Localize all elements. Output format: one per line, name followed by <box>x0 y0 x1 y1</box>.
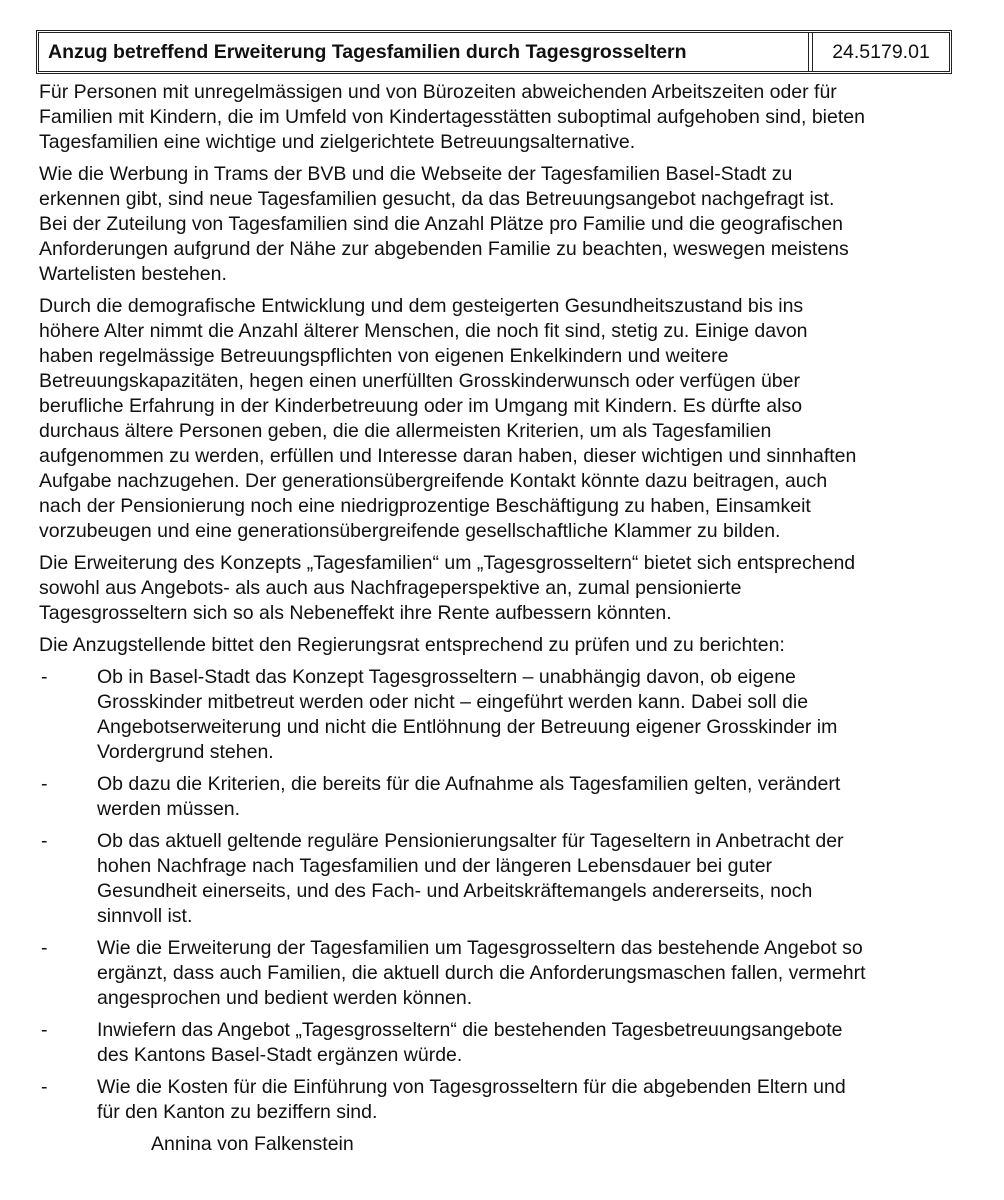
text-line: aufgenommen zu werden, erfüllen und Interesse daran haben, dieser wichtigen und sinnhaften <box>39 445 857 467</box>
text-line: hohen Nachfrage nach Tagesfamilien und der längeren Lebensdauer bei guter <box>97 855 773 877</box>
text-line: Tagesgrosseltern sich so als Nebeneffekt ihre Rente aufbessern könnten. <box>39 602 672 624</box>
request-list <box>39 665 969 1125</box>
document-number: 24.5179.01 <box>812 33 949 71</box>
text-line: nach der Pensionierung noch eine niedrigprozentige Beschäftigung zu haben, Einsamkeit <box>39 495 811 517</box>
bullet-dash: - <box>41 937 48 959</box>
text-line: Ob das aktuell geltende reguläre Pensionierungsalter für Tageseltern in Anbetracht der <box>97 830 844 852</box>
text-line: Anforderungen aufgrund der Nähe zur abgebenden Familie zu beachten, weswegen meistens <box>39 238 849 260</box>
text-line: Tagesfamilien eine wichtige und zielgerichtete Betreuungsalternative. <box>39 131 636 153</box>
text-line: erkennen gibt, sind neue Tagesfamilien gesucht, da das Betreuungsangebot nachgefragt ist. <box>39 188 835 210</box>
list-item <box>39 936 969 1011</box>
text-line: haben regelmässige Betreuungspflichten von eigenen Enkelkindern und weitere <box>39 345 729 367</box>
text-line: ergänzt, dass auch Familien, die aktuell durch die Anforderungsmaschen fallen, vermehrt <box>97 962 866 984</box>
bullet-dash: - <box>41 666 48 688</box>
text-line: höhere Alter nimmt die Anzahl älterer Menschen, die noch fit sind, stetig zu. Einige davon <box>39 320 808 342</box>
text-line: Ob in Basel-Stadt das Konzept Tagesgrosseltern – unabhängig davon, ob eigene <box>97 666 796 688</box>
text-line: werden müssen. <box>97 798 241 820</box>
document-header <box>38 32 950 72</box>
bullet-dash: - <box>41 1019 48 1041</box>
text-line: sowohl aus Angebots- als auch aus Nachfrageperspektive an, zumal pensionierte <box>39 577 742 599</box>
paragraph-werbung <box>39 162 969 287</box>
text-line: angesprochen und bedient werden können. <box>97 987 473 1009</box>
text-line: Wie die Erweiterung der Tagesfamilien um Tagesgrosseltern das bestehende Angebot so <box>97 937 863 959</box>
text-line: Wartelisten bestehen. <box>39 263 227 285</box>
text-line: Gesundheit einerseits, und des Fach- und Arbeitskräftemangels andererseits, noch <box>97 880 813 902</box>
text-line: Bei der Zuteilung von Tagesfamilien sind die Anzahl Plätze pro Familie und die geografischen <box>39 213 843 235</box>
list-item <box>39 829 969 929</box>
text-line: Ob dazu die Kriterien, die bereits für die Aufnahme als Tagesfamilien gelten, verändert <box>97 773 841 795</box>
list-item <box>39 1018 969 1068</box>
text-line: Wie die Werbung in Trams der BVB und die Webseite der Tagesfamilien Basel-Stadt zu <box>39 163 793 185</box>
paragraph-auftrag <box>39 633 969 658</box>
text-line: Die Erweiterung des Konzepts „Tagesfamilien“ um „Tagesgrosseltern“ bietet sich entsprechend <box>39 552 856 574</box>
bullet-dash: - <box>41 830 48 852</box>
text-line: Grosskinder mitbetreut werden oder nicht – eingeführt werden kann. Dabei soll die <box>97 691 809 713</box>
text-line: Wie die Kosten für die Einführung von Tagesgrosseltern für die abgebenden Eltern und <box>97 1076 846 1098</box>
bullet-dash: - <box>41 1076 48 1098</box>
bullet-dash: - <box>41 773 48 795</box>
text-line: des Kantons Basel-Stadt ergänzen würde. <box>97 1044 463 1066</box>
text-line: berufliche Erfahrung in der Kinderbetreuung oder im Umgang mit Kindern. Es dürfte also <box>39 395 803 417</box>
text-line: durchaus ältere Personen geben, die die allermeisten Kriterien, um als Tagesfamilien <box>39 420 772 442</box>
list-item <box>39 665 969 765</box>
text-line: Angebotserweiterung und nicht die Entlöhnung der Betreuung eigener Grosskinder im <box>97 716 838 738</box>
document-body <box>39 80 969 1157</box>
text-line: Für Personen mit unregelmässigen und von Bürozeiten abweichenden Arbeitszeiten oder für <box>39 81 837 103</box>
paragraph-erweiterung <box>39 551 969 626</box>
text-line: Aufgabe nachzugehen. Der generationsübergreifende Kontakt könnte dazu beitragen, auch <box>39 470 828 492</box>
text-line: Betreuungskapazitäten, hegen einen unerfüllten Grosskinderwunsch oder verfügen über <box>39 370 800 392</box>
text-line: Familien mit Kindern, die im Umfeld von Kindertagesstätten suboptimal aufgehoben sind, bieten <box>39 106 865 128</box>
text-line: Vordergrund stehen. <box>97 741 274 763</box>
text-line: Durch die demografische Entwicklung und dem gesteigerten Gesundheitszustand bis ins <box>39 295 804 317</box>
text-line: vorzubeugen und eine generationsübergreifende gesellschaftliche Klammer zu bilden. <box>39 520 781 542</box>
document-title: Anzug betreffend Erweiterung Tagesfamilien durch Tagesgrosseltern <box>39 33 809 71</box>
paragraph-intro <box>39 80 969 155</box>
list-item <box>39 772 969 822</box>
text-line: für den Kanton zu beziffern sind. <box>97 1101 378 1123</box>
text-line: Die Anzugstellende bittet den Regierungsrat entsprechend zu prüfen und zu berichten: <box>39 634 785 656</box>
paragraph-demografie <box>39 294 969 544</box>
text-line: Inwiefern das Angebot „Tagesgrosseltern“ die bestehenden Tagesbetreuungsangebote <box>97 1019 843 1041</box>
list-item <box>39 1075 969 1125</box>
text-line: sinnvoll ist. <box>97 905 193 927</box>
signature-name: Annina von Falkenstein <box>151 1133 354 1155</box>
